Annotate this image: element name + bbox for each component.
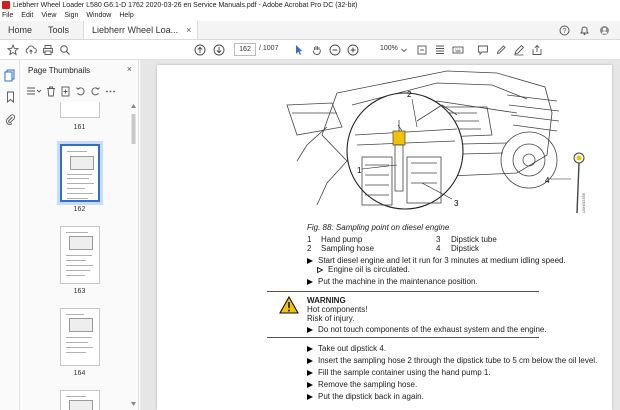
- step-text: Put the machine in the maintenance position.: [318, 277, 478, 286]
- menu-window[interactable]: Window: [86, 12, 112, 19]
- chevron-down-icon[interactable]: [397, 43, 411, 57]
- step-arrow-icon: [307, 327, 313, 333]
- title-bar: [0, 0, 620, 10]
- thumbnail-page-162[interactable]: [60, 144, 100, 202]
- main-toolbar: [0, 40, 620, 60]
- figure-label-3: 3: [454, 199, 459, 208]
- thumbnail-label: 161: [73, 124, 86, 131]
- pdf-page: [157, 65, 612, 410]
- step-arrow-icon: [307, 370, 313, 376]
- thumbnail-label: 164: [73, 370, 86, 377]
- menu-edit[interactable]: Edit: [21, 12, 34, 19]
- step-item: [307, 344, 386, 353]
- page-thumbnails-icon[interactable]: [3, 68, 17, 82]
- menu-view[interactable]: View: [41, 12, 57, 19]
- tabbar-right-icons: [559, 21, 620, 39]
- zoom-level-select[interactable]: 100%: [380, 45, 398, 52]
- warning-triangle-icon: [279, 296, 299, 314]
- left-navigation-rail: [0, 60, 20, 410]
- legend-num: 2: [307, 244, 312, 253]
- keyboard-icon[interactable]: [451, 43, 465, 57]
- star-bookmark-icon[interactable]: [6, 43, 20, 57]
- step-result: [317, 265, 410, 274]
- page-number-input[interactable]: 162: [234, 43, 256, 56]
- comment-icon[interactable]: [476, 43, 490, 57]
- bookmark-icon[interactable]: [3, 90, 17, 104]
- next-page-icon[interactable]: [212, 43, 226, 57]
- document-view: [140, 60, 620, 410]
- tab-bar: [0, 21, 620, 40]
- share-icon[interactable]: [530, 43, 544, 57]
- tab-tools[interactable]: Tools: [48, 25, 70, 35]
- step-item: [307, 392, 424, 401]
- tab-document[interactable]: [83, 21, 198, 39]
- delete-page-icon[interactable]: [46, 86, 56, 97]
- figure-label-1: 1: [357, 166, 362, 175]
- legend-text: Dipstick: [451, 244, 480, 253]
- step-arrow-icon: [307, 394, 313, 400]
- step-text: Engine oil is circulated.: [328, 265, 410, 274]
- figure-caption: Fig. 88: Sampling point on diesel engine: [307, 223, 450, 232]
- sign-pen-icon[interactable]: [512, 43, 526, 57]
- sign-in-icon[interactable]: [599, 25, 610, 36]
- hand-tool-icon[interactable]: [310, 43, 324, 57]
- thumbnail-page-163[interactable]: [60, 226, 100, 284]
- step-text: Remove the sampling hose.: [318, 380, 418, 389]
- notifications-bell-icon[interactable]: [579, 25, 590, 36]
- figure-label-4: 4: [545, 176, 550, 185]
- warning-action: [307, 325, 547, 334]
- scroll-mode-icon[interactable]: [433, 43, 447, 57]
- step-item: [307, 380, 417, 389]
- page-total: / 1007: [259, 45, 279, 52]
- step-item: [307, 256, 566, 265]
- menu-file[interactable]: File: [2, 12, 14, 19]
- warning-top-rule: [267, 291, 539, 292]
- acrobat-app-icon: [2, 1, 10, 9]
- step-text: Fill the sample container using the hand pump 1.: [318, 368, 491, 377]
- menu-bar: [0, 10, 620, 21]
- thumbnail-page-165[interactable]: [60, 390, 100, 410]
- step-arrow-icon: [307, 279, 313, 285]
- thumbnail-tools: [26, 84, 116, 98]
- rotate-left-icon[interactable]: [75, 86, 86, 97]
- thumbnail-page-164[interactable]: [60, 308, 100, 366]
- insert-page-icon[interactable]: [60, 86, 71, 97]
- step-text: Put the dipstick back in again.: [318, 392, 424, 401]
- figure-label-2: 2: [407, 90, 412, 99]
- search-icon[interactable]: [58, 43, 72, 57]
- legend-num: 3: [436, 235, 441, 244]
- step-text: Start diesel engine and let it run for 3 minutes at medium idling speed.: [318, 256, 566, 265]
- figure-code: LBH/32356: [581, 192, 586, 213]
- close-panel-icon[interactable]: ×: [126, 64, 132, 74]
- close-tab-icon[interactable]: ×: [186, 25, 192, 35]
- warning-text: Hot components!: [307, 305, 368, 314]
- thumbnail-page-161[interactable]: [60, 102, 100, 118]
- help-icon[interactable]: [559, 25, 570, 36]
- legend-num: 4: [436, 244, 441, 253]
- legend-text: Sampling hose: [321, 244, 374, 253]
- result-arrow-icon: [317, 267, 323, 273]
- thumbnail-list: [20, 102, 139, 410]
- upload-cloud-icon[interactable]: [24, 43, 38, 57]
- attachment-paperclip-icon[interactable]: [3, 112, 17, 126]
- zoom-out-icon[interactable]: [328, 43, 342, 57]
- print-icon[interactable]: [41, 43, 55, 57]
- warning-action-text: Do not touch components of the exhaust system and the engine.: [318, 325, 547, 334]
- legend-text: Hand pump: [321, 235, 363, 244]
- tab-home[interactable]: Home: [8, 25, 33, 35]
- step-item: [307, 356, 597, 365]
- window-title: Liebherr Wheel Loader L580 G6.1-D 1762 2020-03-26 en Service Manuals.pdf - Adobe Acrobat Pro DC (32-bit): [13, 1, 358, 9]
- select-cursor-icon[interactable]: [292, 43, 306, 57]
- more-options-icon[interactable]: [105, 86, 116, 97]
- panel-title: Page Thumbnails: [28, 66, 91, 75]
- svg-text:?: ?: [562, 27, 567, 35]
- legend-text: Dipstick tube: [451, 235, 497, 244]
- warning-title: WARNING: [307, 296, 346, 305]
- step-arrow-icon: [307, 346, 313, 352]
- highlight-pen-icon[interactable]: [494, 43, 508, 57]
- step-arrow-icon: [307, 382, 313, 388]
- thumbnail-label: 163: [73, 288, 86, 295]
- previous-page-icon[interactable]: [193, 43, 207, 57]
- step-item: [307, 277, 478, 286]
- step-arrow-icon: [307, 258, 313, 264]
- menu-help[interactable]: Help: [119, 12, 134, 19]
- thumbnail-label: 162: [73, 206, 86, 213]
- tab-document-label: Liebherr Wheel Loa...: [92, 25, 179, 35]
- warning-text: Risk of injury.: [307, 314, 355, 323]
- options-menu-icon[interactable]: [26, 86, 42, 96]
- legend-num: 1: [307, 235, 312, 244]
- step-text: Insert the sampling hose 2 through the dipstick tube to 5 cm below the oil level.: [318, 356, 598, 365]
- fit-page-icon[interactable]: [415, 43, 429, 57]
- rotate-right-icon[interactable]: [90, 86, 101, 97]
- page-thumbnails-panel: [20, 60, 139, 410]
- zoom-in-icon[interactable]: [346, 43, 360, 57]
- step-item: [307, 368, 491, 377]
- warning-bottom-rule: [267, 337, 539, 338]
- menu-sign[interactable]: Sign: [64, 12, 79, 19]
- thumbnail-scrollbar[interactable]: [130, 102, 137, 410]
- figure-wheel-loader-engine: [267, 65, 587, 217]
- step-arrow-icon: [307, 358, 313, 364]
- step-text: Take out dipstick 4.: [318, 344, 387, 353]
